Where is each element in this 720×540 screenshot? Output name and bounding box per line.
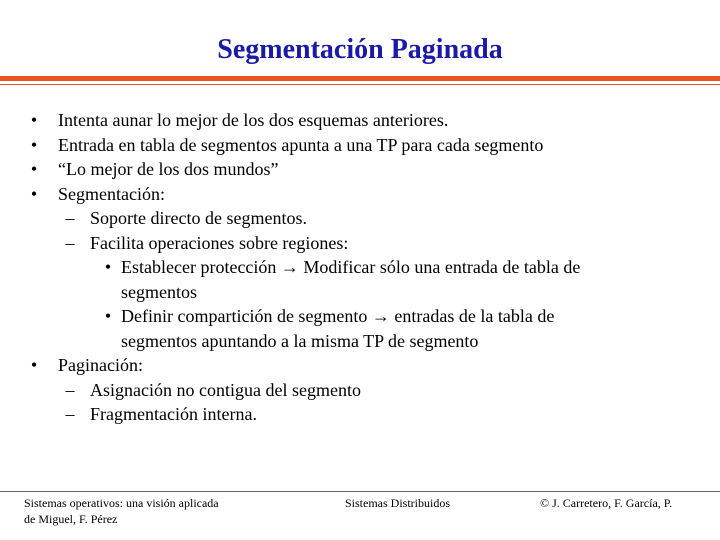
sub-list-item-text: Facilita operaciones sobre regiones: <box>90 232 349 253</box>
list-item <box>0 157 720 182</box>
bullet-marker: • <box>30 159 38 179</box>
sub-list-item <box>0 402 720 427</box>
list-item <box>0 182 720 207</box>
sub-sub-list-item <box>0 304 720 329</box>
footer-book-authors: de Miguel, F. Pérez <box>24 512 118 526</box>
slide-content <box>0 108 720 427</box>
footer-copyright: © J. Carretero, F. García, P. <box>540 496 673 510</box>
bullet-marker: • <box>30 134 38 155</box>
dash-marker: – <box>65 379 75 400</box>
sub-list-item-text: Fragmentación interna. <box>90 404 257 424</box>
sub-list-item-text: Asignación no contigua del segmento <box>90 379 361 400</box>
footer-course: Sistemas Distribuidos <box>345 496 451 510</box>
footer-divider <box>0 491 720 492</box>
dash-marker: – <box>65 232 75 253</box>
sub-sub-list-item-text: segmentos apuntando a la misma TP de segmento <box>121 330 479 351</box>
sub-sub-list-item-continuation <box>0 329 720 354</box>
sub-sub-list-item-text: segmentos <box>121 281 197 302</box>
sub-sub-list-item-text: Definir compartición de segmento → entradas de la tabla de <box>121 306 555 326</box>
list-item <box>0 108 720 133</box>
sub-sub-list-item-text: Establecer protección → Modificar sólo una entrada de tabla de <box>121 257 581 277</box>
bullet-marker: • <box>104 257 112 277</box>
list-item-text: Segmentación: <box>58 183 165 204</box>
sub-list-item <box>0 378 720 403</box>
footer-book-title: Sistemas operativos: una visión aplicada <box>24 496 219 510</box>
dash-marker: – <box>65 208 75 228</box>
sub-list-item <box>0 231 720 256</box>
dash-marker: – <box>65 404 75 424</box>
list-item-text: Intenta aunar lo mejor de los dos esquemas anteriores. <box>58 110 449 130</box>
list-item-text: “Lo mejor de los dos mundos” <box>58 159 279 179</box>
bullet-marker: • <box>104 306 112 326</box>
sub-sub-list-item-continuation <box>0 280 720 305</box>
list-item-text: Paginación: <box>58 355 143 375</box>
bullet-marker: • <box>30 355 38 375</box>
sub-list-item-text: Soporte directo de segmentos. <box>90 208 307 228</box>
slide-title: Segmentación Paginada <box>217 34 503 65</box>
title-divider <box>0 76 720 81</box>
list-item <box>0 133 720 158</box>
list-item-text: Entrada en tabla de segmentos apunta a una TP para cada segmento <box>58 134 544 155</box>
bullet-marker: • <box>30 110 38 130</box>
title-divider-thin <box>0 84 720 85</box>
footer-book-credit <box>24 495 264 527</box>
sub-list-item <box>0 206 720 231</box>
bullet-marker: • <box>30 183 38 204</box>
sub-sub-list-item <box>0 255 720 280</box>
list-item <box>0 353 720 378</box>
